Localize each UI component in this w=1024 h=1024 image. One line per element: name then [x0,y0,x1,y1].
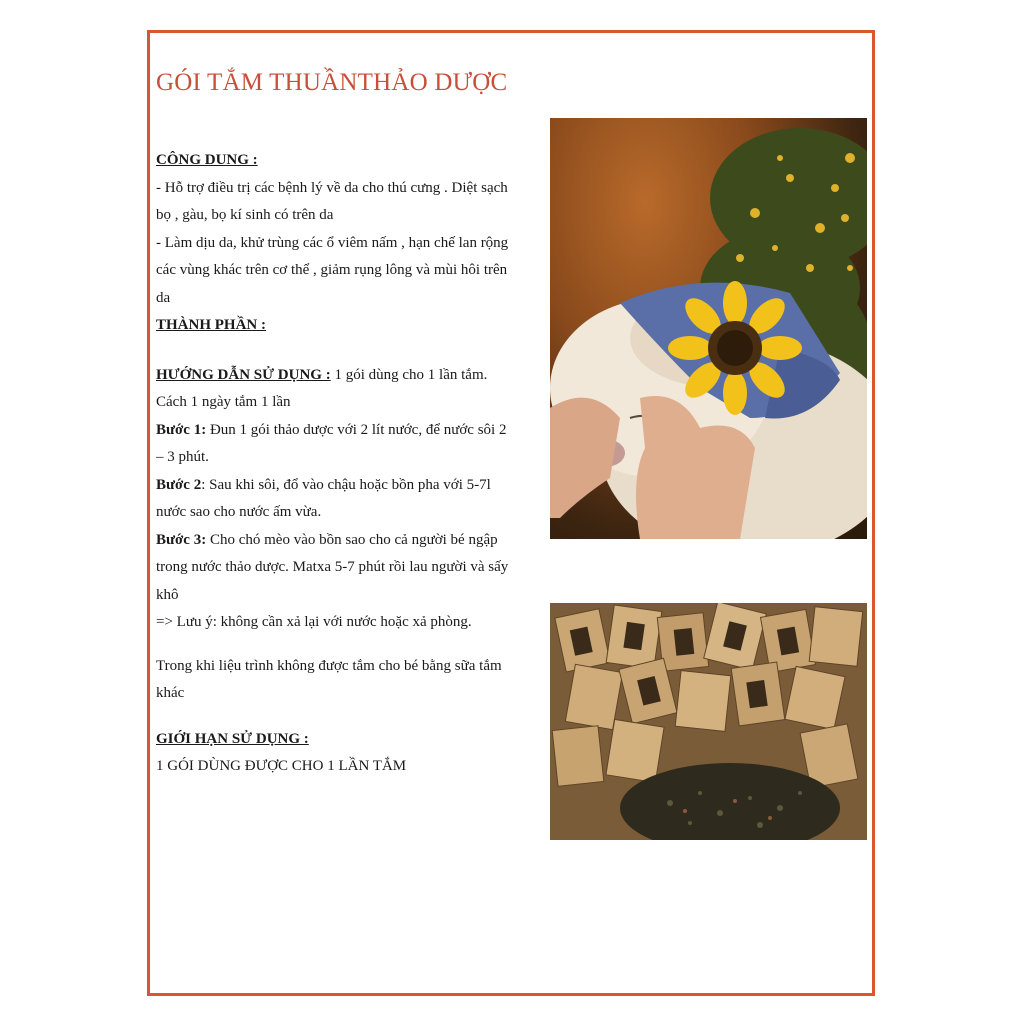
herbal-packets-photo [550,603,867,840]
document-body [156,147,516,781]
huong-dan-intro: 1 gói dùng cho 1 lần tắm. Cách 1 ngày tắm 1 lần [156,366,488,410]
document-title: GÓI TẮM THUẦNTHẢO DƯỢC [156,69,508,96]
dog-bath-photo [550,118,867,539]
step-2-label: Bước 2 [156,476,202,493]
step-3-text: Cho chó mèo vào bồn sao cho cả người bé ngập trong nước thảo dược. Matxa 5-7 phút rồi lau người và sấy khô [156,531,509,603]
step-3 [156,527,516,610]
step-3-label: Bước 3: [156,531,207,548]
step-1-text: Đun 1 gói thảo dược với 2 lít nước, để nước sôi 2 – 3 phút. [156,421,507,465]
warning-text: Trong khi liệu trình không được tắm cho bé bằng sữa tắm khác [156,657,502,701]
huong-dan-heading: HƯỚNG DẪN SỬ DỤNG : [156,366,331,383]
cong-dung-line-1: - Hỗ trợ điều trị các bệnh lý về da cho thú cưng . Diệt sạch bọ , gàu, bọ kí sinh có trên da [156,179,508,223]
step-1-label: Bước 1: [156,421,207,438]
step-1 [156,417,516,472]
gioi-han-heading: GIỚI HẠN SỬ DỤNG : [156,730,309,747]
gioi-han-text: 1 GÓI DÙNG ĐƯỢC CHO 1 LẦN TẮM [156,758,407,774]
huong-dan-paragraph [156,362,516,417]
cong-dung-line-2: - Làm dịu da, khử trùng các ổ viêm nấm , hạn chế lan rộng các vùng khác trên cơ thể , giảm rụng lông và mùi hôi trên da [156,234,509,306]
step-2 [156,472,516,527]
step-2-text: : Sau khi sôi, đổ vào chậu hoặc bồn pha với 5-7l nước sao cho nước ấm vừa. [156,476,491,520]
document-frame [147,30,875,996]
cong-dung-heading: CÔNG DUNG : [156,152,258,168]
usage-note: => Lưu ý: không cần xả lại với nước hoặc xả phòng. [156,614,472,630]
thanh-phan-heading: THÀNH PHẦN : [156,317,266,333]
